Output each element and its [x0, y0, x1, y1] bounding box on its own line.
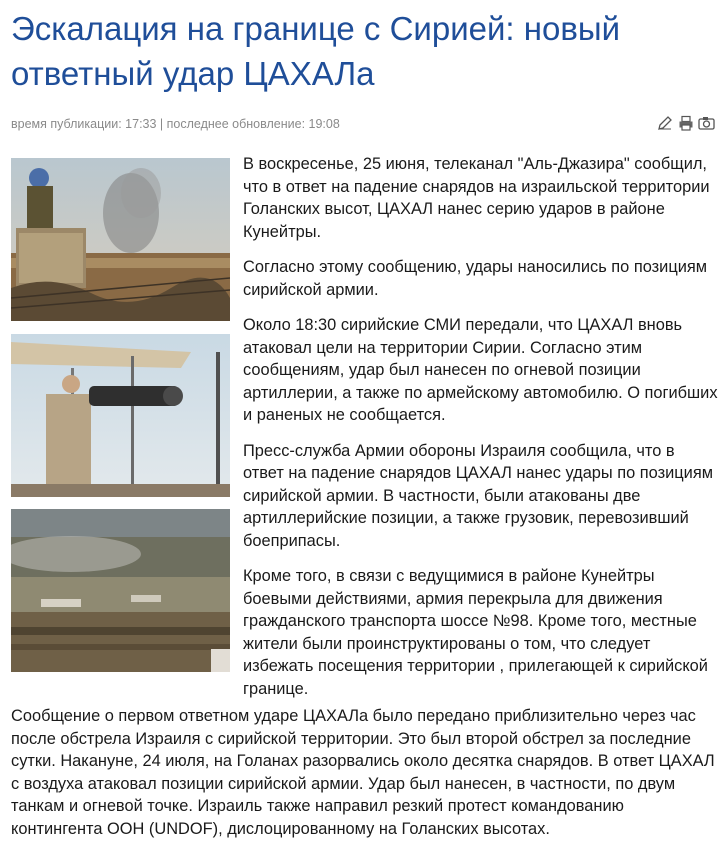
- paragraph: Около 18:30 сирийские СМИ передали, что ЦАХАЛ вновь атаковал цели на территории Сирии. Согласно этим сообщениям, удар был нанесен по огневой позиции артиллерии, а также по армейскому автомобилю. О погибших и раненых не сообщается.: [243, 316, 718, 424]
- pencil-icon[interactable]: [656, 115, 673, 131]
- paragraph: Сообщение о первом ответном ударе ЦАХАЛа было передано приблизительно через час после обстрела Израиля с сирийской территории. Это был второй обстрел за последние сутки. Накануне, 24 июля, на Голанах разорвались около десятка снарядов. В ответ ЦАХАЛ с воздуха атаковал позиции сирийской армии. Удар был нанесен, в частности, по двум танкам и огневой точке. Израиль также направил резкий протест командованию контингента ООН (UNDOF), дислоцированному на Голанских высотах.: [11, 707, 715, 838]
- photo-landscape-smoke: [11, 509, 230, 672]
- paragraph: Пресс-служба Армии обороны Израиля сообщила, что в ответ на падение снарядов ЦАХАЛ нанес удары по позициям сирийской армии. В частности, были атакованы две артиллерийские позиции, а также грузовик, перевозивший боеприпасы.: [243, 441, 713, 550]
- publication-meta: время публикации: 17:33 | последнее обновление: 19:08: [11, 117, 340, 131]
- article-body-column: [243, 153, 718, 713]
- photo-soldier-outpost: [11, 158, 230, 321]
- paragraph: Кроме того, в связи с ведущимися в районе Кунейтры боевыми действиями, армия перекрыла для движения гражданского транспорта шоссе №98. Кроме того, местные жители были проинструктированы о том, что следует избежать посещения территории , прилегающей к сирийской границе.: [243, 567, 708, 698]
- photo-soldier-binoculars: [11, 334, 230, 497]
- camera-icon[interactable]: [698, 115, 715, 131]
- article-body-full: [11, 705, 716, 840]
- paragraph: В воскресенье, 25 июня, телеканал "Аль-Джазира" сообщил, что в ответ на падение снарядов на израильской территории Голанских высот, ЦАХАЛ нанес серию ударов в районе Кунейтры.: [243, 155, 710, 241]
- article-tools: [656, 115, 715, 131]
- paragraph: Согласно этому сообщению, удары наносились по позициям сирийской армии.: [243, 258, 708, 299]
- article-title: Эскалация на границе с Сирией: новый ответный удар ЦАХАЛа: [11, 10, 621, 92]
- printer-icon[interactable]: [677, 115, 694, 131]
